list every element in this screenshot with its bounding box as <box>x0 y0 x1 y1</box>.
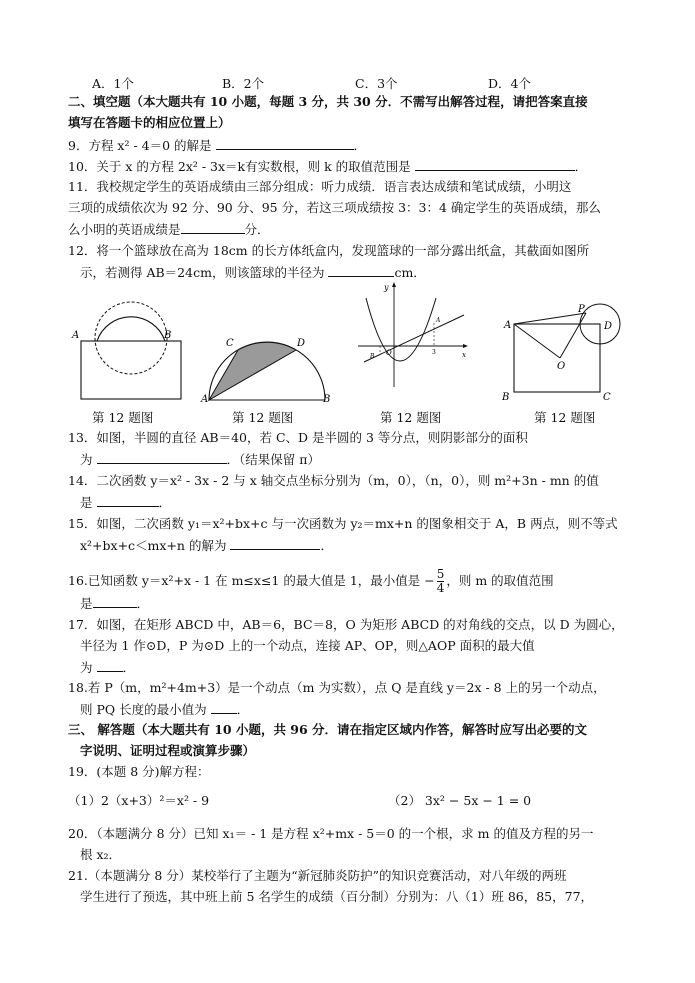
q13-line1: 13．如图，半圆的直径 AB＝40，若 C、D 是半圆的 3 等分点，则阴影部分的面积 <box>68 430 528 445</box>
q10-answer-blank[interactable] <box>415 158 575 171</box>
q13-line2-end: ．（结果保留 π） <box>226 452 320 467</box>
q13-line2-text: 为 <box>80 452 93 467</box>
option-c: C．3个 <box>355 76 398 91</box>
label-b: B <box>164 330 172 341</box>
figure-rectangle-circle <box>500 302 630 402</box>
q16-line1 <box>68 568 554 595</box>
figure-parabola-line <box>354 282 474 390</box>
section2-heading-line2: 填写在答题卡的相应位置上） <box>68 115 231 130</box>
question-9 <box>68 137 366 154</box>
axis-label-x: x <box>462 351 466 359</box>
point-label-a: A <box>436 317 441 324</box>
q14-answer-blank[interactable] <box>97 494 159 507</box>
label-b2: B <box>323 394 331 405</box>
caption-fig2: 第 12 题图 <box>232 410 294 425</box>
q12-line2 <box>80 264 426 281</box>
q15-line2-text: x²+bx+c＜mx+n 的解为 <box>80 538 227 553</box>
figure-semicircle <box>201 332 331 405</box>
section3-heading-line1: 三、 解答题（本大题共有 10 小题，共 96 分．请在指定区域内作答，解答时应写出必要的文 <box>68 722 588 737</box>
q15-answer-blank[interactable] <box>230 537 320 550</box>
label-d: D <box>297 338 306 349</box>
q12-line2-text: 示，若测得 AB＝24cm，则该篮球的半径为 <box>80 265 325 280</box>
q20-line2: 根 x₂． <box>80 847 122 862</box>
y-arrow-icon <box>392 282 396 287</box>
q14-line2-end: ． <box>158 495 172 510</box>
q11-answer-blank[interactable] <box>181 221 245 234</box>
q12-line1: 12．将一个篮球放在高为 18cm 的长方体纸盒内，发现篮球的一部分露出纸盒，其截面如图所 <box>68 243 590 258</box>
q21-line2: 学生进行了预选，其中班上前 5 名学生的成绩（百分制）分别为：八（1）班 86，85，77， <box>80 889 594 904</box>
segment-po <box>560 313 586 358</box>
q14-line1: 14．二次函数 y＝x² - 3x - 2 与 x 轴交点坐标分别为（m，0），（n，0），则 m²+3n - mn 的值 <box>68 473 599 488</box>
q18-line2-end: ． <box>236 702 250 717</box>
q21-line1: 21.（本题满分 8 分）某校举行了主题为“新冠肺炎防护”的知识竞赛活动，对八年级的两班 <box>68 868 567 883</box>
q11-line1: 11．我校规定学生的英语成绩由三部分组成：听力成绩．语言表达成绩和笔试成绩，小明这 <box>68 179 572 194</box>
q13-line2 <box>80 451 320 468</box>
q16-line2-text: 是 <box>80 596 93 611</box>
label-c: C <box>226 338 234 349</box>
rectangle-box <box>81 341 181 399</box>
label-a3: A <box>504 320 512 331</box>
label-b3: B <box>502 392 510 403</box>
caption-fig4: 第 12 题图 <box>534 410 596 425</box>
circle-arc-above <box>97 317 165 341</box>
q17-line1: 17．如图，在矩形 ABCD 中，AB＝6，BC＝8，O 为矩形 ABCD 的对角线的交点，以 D 为圆心， <box>68 617 624 632</box>
q9-end: ． <box>353 138 367 153</box>
caption-fig3: 第 12 题图 <box>380 410 442 425</box>
q14-line2-text: 是 <box>80 495 93 510</box>
figure-box-circle <box>72 318 182 400</box>
q13-answer-blank[interactable] <box>97 451 227 464</box>
q15-line1: 15．如图，二次函数 y₁＝x²+bx+c 与一次函数为 y₂＝mx+n 的图象相交于 A，B 两点，则不等式 <box>68 516 618 531</box>
q12-line2-end: cm． <box>394 265 426 280</box>
q9-text: 9．方程 x² - 4＝0 的解是 <box>68 138 212 153</box>
q17-line2: 半径为 1 作⊙D，P 为⊙D 上的一个动点，连接 AP、OP，则△AOP 面积的最大值 <box>80 638 535 653</box>
q14-line2 <box>80 494 171 511</box>
q17-line3-text: 为 <box>80 660 93 675</box>
q20-line1: 20．（本题满分 8 分）已知 x₁＝ - 1 是方程 x²+mx - 5＝0 的一个根，求 m 的值及方程的另一 <box>68 826 594 841</box>
q9-answer-blank[interactable] <box>216 137 354 150</box>
shaded-region <box>209 342 296 400</box>
point-label-b: B <box>370 353 375 360</box>
q16-line2 <box>80 595 149 612</box>
fraction-numerator: 5 <box>436 567 445 581</box>
label-d2: D <box>604 321 613 332</box>
label-p: P <box>578 304 585 315</box>
q19-title: 19．(本题 8 分)解方程： <box>68 764 210 779</box>
caption-fig1: 第 12 题图 <box>92 410 154 425</box>
x-arrow-icon <box>463 344 468 348</box>
section3-heading-line2: 字说明、证明过程或演算步骤） <box>80 743 256 758</box>
q18-line1: 18.若 P（m，m²+4m+3）是一个动点（m 为实数），点 Q 是直线 y＝2x - 8 上的另一个动点， <box>68 680 606 695</box>
q11-line3-end: 分． <box>244 222 270 237</box>
q11-line2: 三项的成绩依次为 92 分、90 分、95 分，若这三项成绩按 3：3：4 确定学生的英语成绩，那么 <box>68 200 601 215</box>
q16-fraction <box>437 568 445 595</box>
axis-label-y: y <box>384 283 389 292</box>
q16-line2-end: ． <box>136 596 150 611</box>
q12-answer-blank[interactable] <box>328 264 394 277</box>
q16-answer-blank[interactable] <box>93 595 137 608</box>
q16-line1-end: ，则 m 的取值范围 <box>446 573 554 588</box>
question-10 <box>68 158 587 175</box>
label-o: O <box>557 361 566 372</box>
option-b: B．2个 <box>222 76 265 91</box>
segment-ao <box>514 324 560 358</box>
option-d: D．4个 <box>488 76 531 91</box>
q15-line2 <box>80 537 333 554</box>
origin-label: O <box>386 349 392 357</box>
q11-line3 <box>68 221 270 238</box>
q18-line2 <box>80 701 249 718</box>
q10-end: ． <box>574 159 588 174</box>
q15-line2-end: ． <box>320 538 333 553</box>
q17-answer-blank[interactable] <box>97 659 123 672</box>
q10-text: 10．关于 x 的方程 2x² - 3x＝k有实数根，则 k 的取值范围是 <box>68 159 411 174</box>
section2-heading-line1: 二、填空题（本大题共有 10 小题，每题 3 分，共 30 分．不需写出解答过程，请把答案直接 <box>68 94 588 109</box>
q19-part1: （1）2（x+3）²＝x² - 9 <box>68 793 210 808</box>
q18-answer-blank[interactable] <box>211 701 237 714</box>
option-a: A．1个 <box>92 76 134 91</box>
fraction-denominator: 4 <box>436 581 445 595</box>
q18-line2-text: 则 PQ 长度的最小值为 <box>80 702 207 717</box>
label-a2: A <box>201 394 209 405</box>
label-c3: C <box>603 392 611 403</box>
tick-label-3: 3 <box>432 349 436 356</box>
circle-inside-dashed <box>95 302 167 374</box>
q17-line3 <box>80 659 135 676</box>
q16-line1-text: 16.已知函数 y＝x²+x - 1 在 m≤x≤1 的最大值是 1，最小值是 − <box>68 573 435 588</box>
q17-line3-end: ． <box>122 660 136 675</box>
segment-ap <box>514 313 586 324</box>
q11-line3-text: 么小明的英语成绩是 <box>68 222 181 237</box>
label-a: A <box>72 330 80 341</box>
parabola-curve <box>366 298 436 361</box>
q19-part2: （2） 3x² − 5x − 1 = 0 <box>388 793 532 808</box>
rectangle-abcd <box>514 324 600 392</box>
